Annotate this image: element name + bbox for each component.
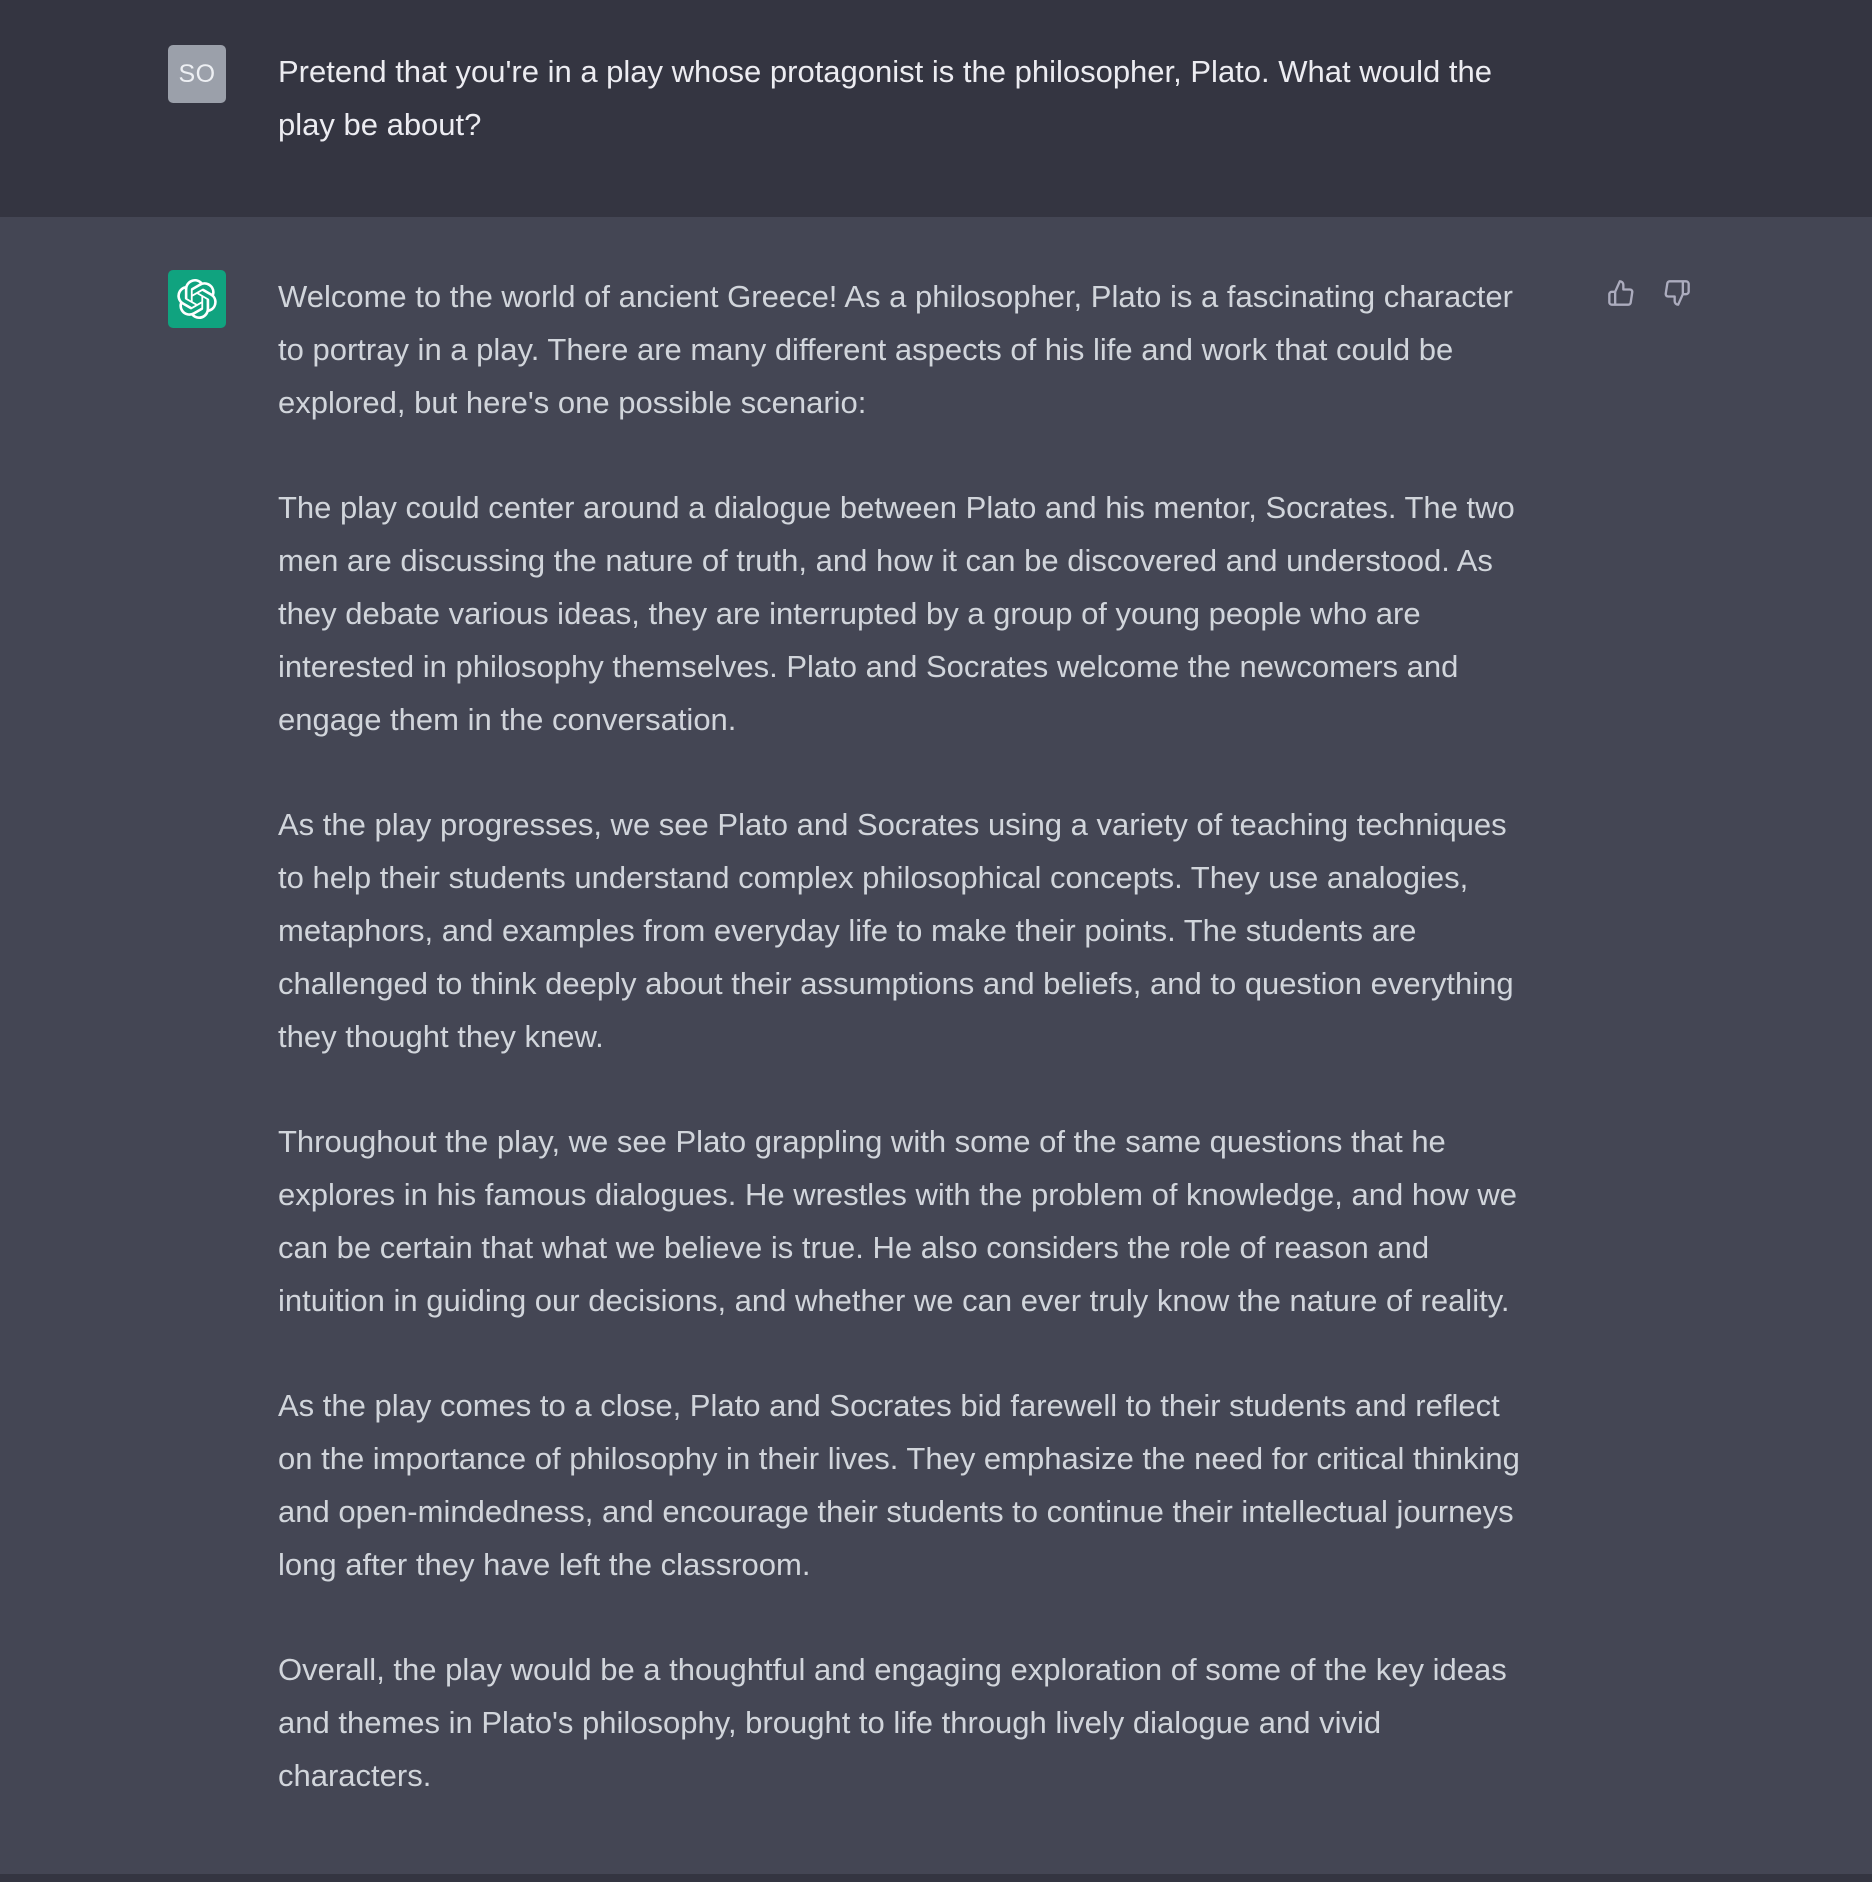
assistant-paragraph: As the play comes to a close, Plato and Socrates bid farewell to their students and reflect on the importance of philosophy in their lives. They emphasize the need for critical thinking and open-mindedness, and encourage their students to continue their intellectual journeys long after they have left the classroom. bbox=[278, 1388, 1520, 1582]
assistant-paragraph: Throughout the play, we see Plato grappling with some of the same questions that he explores in his famous dialogues. He wrestles with the problem of knowledge, and how we can be certain that what we believe is true. He also considers the role of reason and intuition in guiding our decisions, and whether we can ever truly know the nature of reality. bbox=[278, 1124, 1517, 1318]
user-message-content bbox=[278, 45, 1528, 151]
assistant-message-content bbox=[278, 270, 1528, 1802]
thumbs-down-button[interactable] bbox=[1662, 278, 1692, 308]
assistant-message-row bbox=[168, 270, 1692, 1802]
assistant-paragraph: As the play progresses, we see Plato and Socrates using a variety of teaching techniques to help their students understand complex philosophical concepts. They use analogies, metaphors, and examples from everyday life to make their points. The students are challenged to think deeply about their assumptions and beliefs, and to question everything they thought they knew. bbox=[278, 807, 1514, 1054]
feedback-buttons bbox=[1606, 278, 1692, 308]
next-message-section-edge bbox=[0, 1874, 1872, 1882]
thumbs-down-icon bbox=[1663, 279, 1691, 307]
assistant-paragraph: Overall, the play would be a thoughtful and engaging exploration of some of the key ideas and themes in Plato's philosophy, brought to life through lively dialogue and vivid characters. bbox=[278, 1652, 1507, 1793]
openai-logo-icon bbox=[177, 279, 217, 319]
user-message-text: Pretend that you're in a play whose protagonist is the philosopher, Plato. What would the play be about? bbox=[278, 54, 1492, 142]
assistant-message-section bbox=[0, 217, 1872, 1874]
user-message-section bbox=[0, 0, 1872, 217]
assistant-paragraph: Welcome to the world of ancient Greece! As a philosopher, Plato is a fascinating character to portray in a play. There are many different aspects of his life and work that could be explored, but here's one possible scenario: bbox=[278, 279, 1513, 420]
assistant-paragraph: The play could center around a dialogue between Plato and his mentor, Socrates. The two men are discussing the nature of truth, and how it can be discovered and understood. As they debate various ideas, they are interrupted by a group of young people who are interested in philosophy themselves. Plato and Socrates welcome the newcomers and engage them in the conversation. bbox=[278, 490, 1515, 737]
assistant-avatar bbox=[168, 270, 226, 328]
user-avatar-initials: SO bbox=[178, 59, 216, 88]
user-message-row bbox=[168, 45, 1528, 151]
thumbs-up-icon bbox=[1607, 279, 1635, 307]
user-avatar bbox=[168, 45, 226, 103]
thumbs-up-button[interactable] bbox=[1606, 278, 1636, 308]
